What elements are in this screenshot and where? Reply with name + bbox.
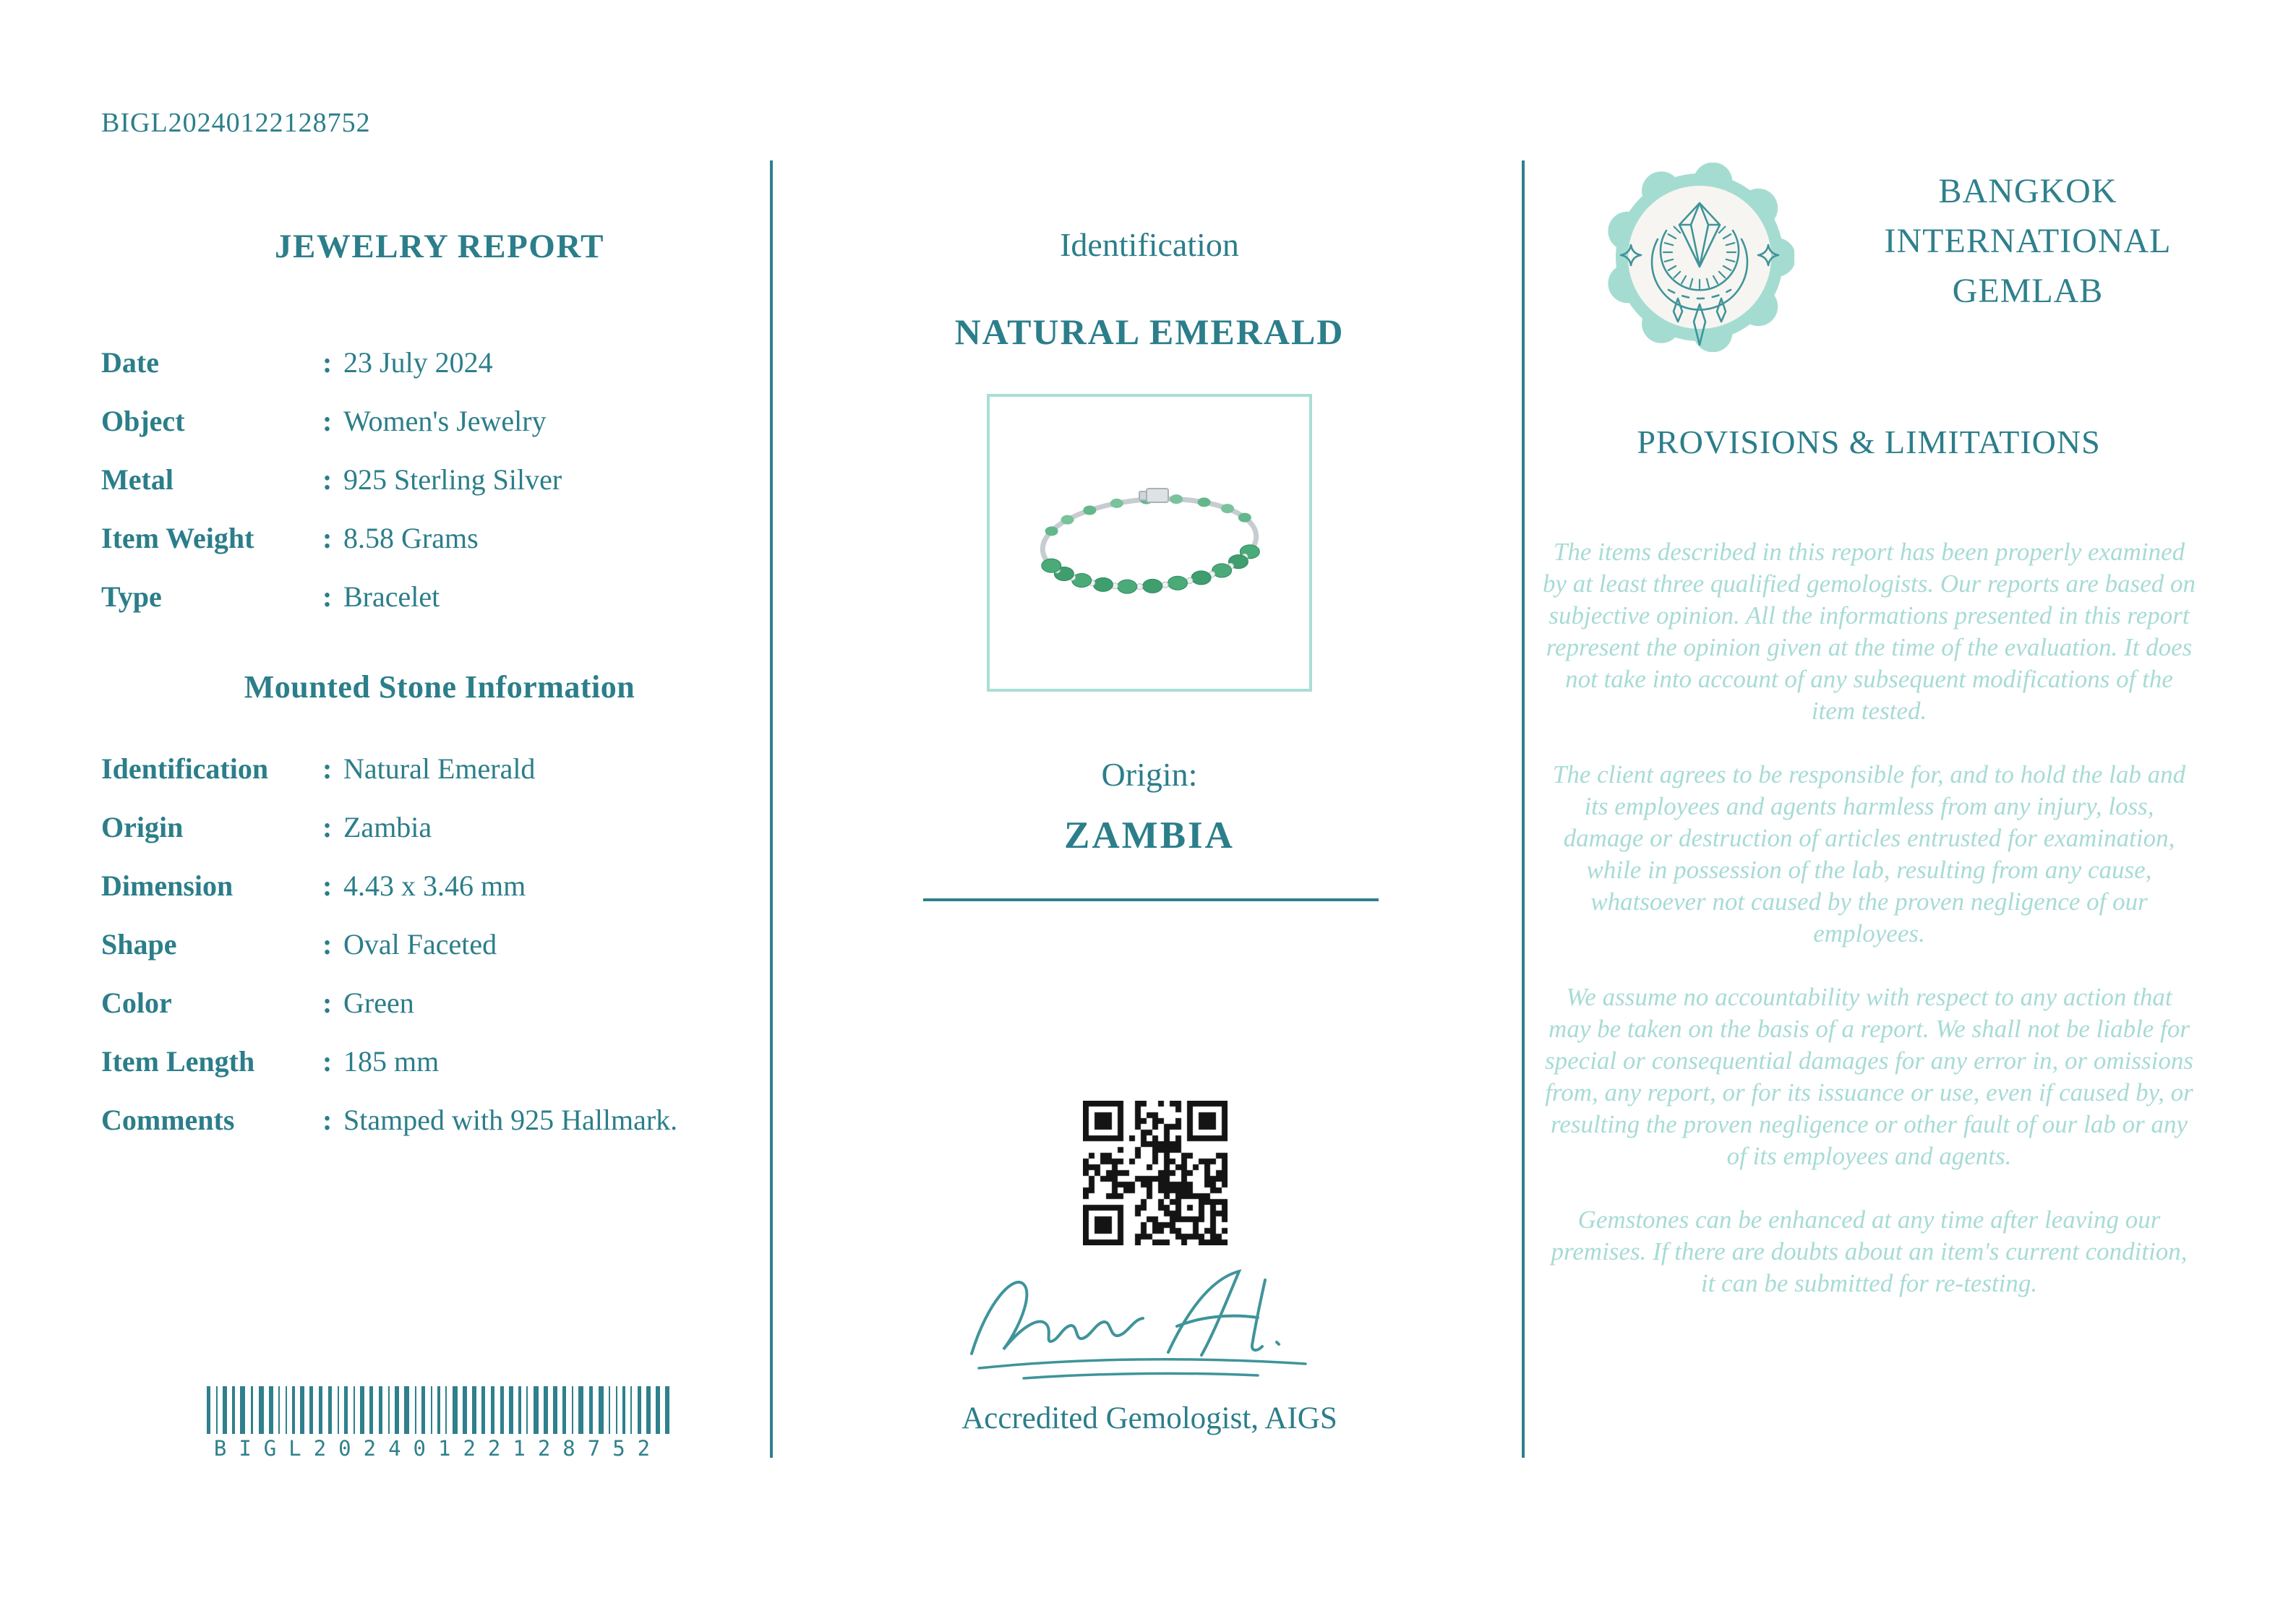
origin-label: Origin:: [1101, 756, 1198, 793]
row-label: Identification: [101, 752, 269, 785]
provisions-text: [1542, 536, 2196, 1331]
row-colon: :: [322, 811, 333, 843]
signature-name: [0, 0, 1, 1]
lab-name-line: INTERNATIONAL: [1884, 222, 2172, 260]
table-row: [101, 810, 752, 848]
row-colon: :: [322, 1045, 333, 1078]
report-number: BIGL20240122128752: [101, 108, 371, 138]
gemlab-logo-icon: [1605, 163, 1794, 352]
row-label: Dimension: [101, 869, 234, 902]
row-colon: :: [322, 752, 333, 785]
barcode-bars: [207, 1386, 669, 1434]
row-value: 8.58 Grams: [343, 522, 479, 554]
row-label: Item Length: [101, 1045, 255, 1078]
row-colon: :: [322, 1104, 333, 1136]
row-value: 185 mm: [343, 1045, 440, 1078]
table-row: [101, 869, 752, 907]
row-value: Green: [343, 987, 414, 1019]
table-row: [101, 463, 752, 501]
provisions-paragraph: The items described in this report has been properly examined by at least three qualified gemologists. Our reports are based on subjective opinion. All the informations presented in this report represent the opinion given at the time of the evaluation. It does not take into account of any subsequent modifications of the item tested.: [1542, 538, 2196, 725]
lab-name-line: BANGKOK: [1938, 172, 2117, 210]
row-label: Type: [101, 580, 162, 613]
row-colon: :: [322, 346, 333, 379]
provisions-paragraph: We assume no accountability with respect to any action that may be taken on the basis of a report. We shall not be liable for special or consequential damages for any error in, or omissions from, any report, or for its issuance or use, even if caused by, or resulting the proven negligence or other fault of our lab or any of its employees and agents.: [1545, 983, 2193, 1170]
provisions-paragraph: The client agrees to be responsible for, and to hold the lab and its employees and agents harmless from any injury, loss, damage or destruction of articles entrusted for examination, while in possession of the lab, resulting from any cause, whatsoever not caused by the proven negligence of our employees.: [1552, 760, 2186, 948]
table-row: [101, 986, 752, 1024]
row-value: Stamped with 925 Hallmark.: [343, 1104, 678, 1136]
item-info-table: [101, 345, 752, 638]
signer-title: Accredited Gemologist, AIGS: [961, 1401, 1337, 1435]
jewelry-photo-frame: [987, 394, 1312, 692]
column-divider-left: [770, 160, 773, 1458]
row-colon: :: [322, 987, 333, 1019]
row-value: 4.43 x 3.46 mm: [343, 869, 526, 902]
column-divider-right: [1522, 160, 1525, 1458]
row-value: 925 Sterling Silver: [343, 463, 562, 496]
row-colon: :: [322, 405, 333, 437]
row-colon: :: [322, 928, 333, 961]
row-colon: :: [322, 869, 333, 902]
row-value: Natural Emerald: [343, 752, 536, 785]
table-row: [101, 752, 752, 790]
provisions-paragraph: Gemstones can be enhanced at any time after leaving our premises. If there are doubts about an item's current condition, it can be submitted for re-testing.: [1551, 1206, 2188, 1297]
row-value: Women's Jewelry: [343, 405, 547, 437]
origin-divider-line: [923, 898, 1379, 901]
lab-name: [1843, 166, 2212, 316]
row-label: Color: [101, 987, 172, 1019]
table-row: [101, 345, 752, 384]
table-row: [101, 521, 752, 559]
row-colon: :: [322, 463, 333, 496]
mounted-stone-title: Mounted Stone Information: [244, 669, 635, 705]
report-barcode: [207, 1386, 669, 1461]
row-value: Oval Faceted: [343, 928, 497, 961]
row-colon: :: [322, 522, 333, 554]
row-value: Bracelet: [343, 580, 440, 613]
bracelet-photo: [998, 405, 1301, 680]
origin-value: ZAMBIA: [1064, 815, 1235, 856]
table-row: [101, 1044, 752, 1083]
identification-section-title: Identification: [1060, 226, 1239, 263]
bracelet-clasp: [1139, 491, 1147, 500]
provisions-title: PROVISIONS & LIMITATIONS: [1637, 424, 2101, 460]
barcode-text: BIGL20240122128752: [213, 1436, 663, 1461]
jewelry-report-title: JEWELRY REPORT: [275, 228, 604, 265]
table-row: [101, 580, 752, 618]
table-row: [101, 1103, 752, 1141]
row-label: Comments: [101, 1104, 235, 1136]
row-label: Shape: [101, 928, 177, 961]
stone-info-table: [101, 752, 752, 1161]
row-label: Object: [101, 405, 185, 437]
row-value: Zambia: [343, 811, 432, 843]
table-row: [101, 927, 752, 966]
row-label: Origin: [101, 811, 184, 843]
table-row: [101, 404, 752, 442]
gemologist-signature: [954, 1254, 1345, 1391]
identification-value: NATURAL EMERALD: [954, 312, 1345, 352]
row-value: 23 July 2024: [343, 346, 493, 379]
row-label: Metal: [101, 463, 174, 496]
lab-name-line: GEMLAB: [1952, 272, 2104, 310]
row-label: Item Weight: [101, 522, 254, 554]
row-colon: :: [322, 580, 333, 613]
qr-code: [1083, 1101, 1228, 1245]
row-label: Date: [101, 346, 159, 379]
